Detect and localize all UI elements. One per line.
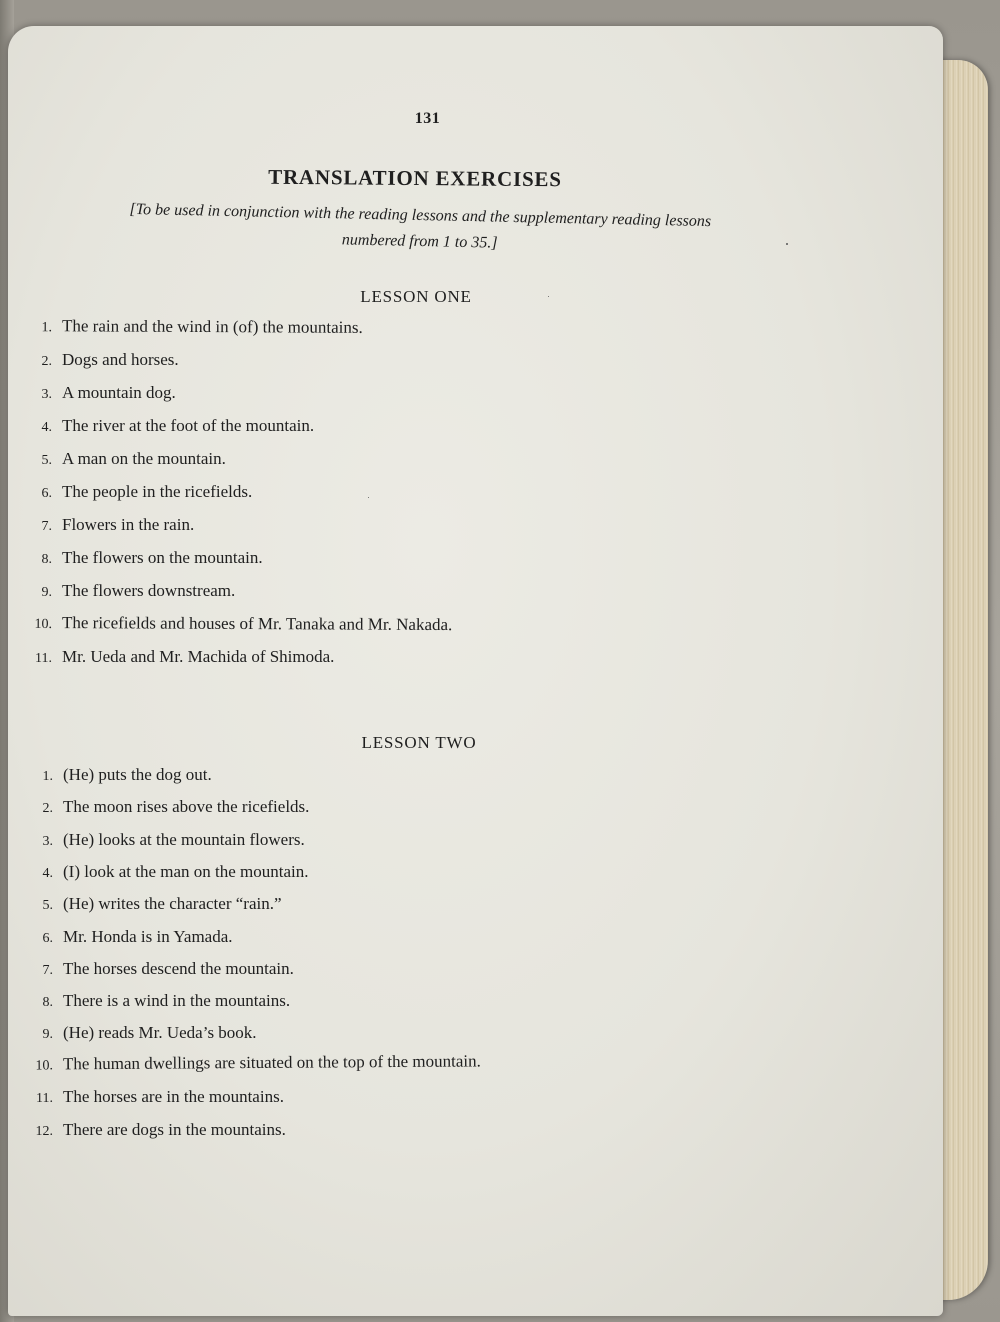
item-number: 5. [42,898,53,913]
lesson-one-item [24,449,226,469]
item-text: Mr. Ueda and Mr. Machida of Shimoda. [62,647,335,666]
item-number: 5. [41,453,52,468]
lesson-two-item [25,797,309,817]
item-text: (He) reads Mr. Ueda’s book. [63,1023,257,1042]
lesson-two-item [25,830,305,850]
item-text: Flowers in the rain. [62,515,195,534]
lesson-one-item [24,383,176,403]
subtitle-line: [To be used in conjunction with the reading lessons and the supplementary reading lessons [129,200,712,231]
lesson-one-item [24,613,452,635]
item-number: 4. [41,420,52,435]
subtitle-line: numbered from 1 to 35.] [341,231,498,252]
item-number: 1. [41,320,53,336]
item-number: 7. [41,519,52,534]
item-number: 8. [42,995,53,1010]
item-text: (He) writes the character “rain.” [63,894,282,913]
item-number: 1. [42,769,53,784]
lesson-two-item [25,1087,284,1107]
item-text: The people in the ricefields. [62,482,253,501]
paper-speck [786,243,788,245]
item-text: A man on the mountain. [62,449,226,468]
item-number: 11. [36,1091,53,1106]
lesson-two-item [25,927,233,947]
item-number: 9. [42,1027,53,1042]
item-text: (He) puts the dog out. [63,765,212,784]
item-number: 10. [34,616,53,633]
item-number: 9. [41,585,52,600]
item-text: Dogs and horses. [62,350,179,369]
paper-speck [548,296,549,297]
item-number: 6. [42,931,53,946]
paper-speck [368,497,369,498]
lesson-one-heading: LESSON ONE [360,287,472,306]
lesson-two-item [25,862,309,882]
item-text: The moon rises above the ricefields. [63,797,310,816]
item-number: 3. [42,834,53,849]
item-text: The flowers on the mountain. [62,548,263,567]
lesson-one-item [24,548,263,568]
lesson-two-item [25,894,282,914]
lesson-two-item [25,959,294,979]
item-number: 10. [35,1058,54,1074]
lesson-one-item [24,316,363,338]
lesson-two-item [25,1023,257,1043]
lesson-one-item [24,515,194,535]
item-text: (He) looks at the mountain flowers. [63,830,305,849]
item-number: 2. [42,801,53,816]
item-number: 8. [41,552,52,567]
item-number: 2. [41,354,52,369]
item-text: The rain and the wind in (of) the mountains. [61,316,363,337]
item-text: The river at the foot of the mountain. [62,416,315,435]
item-number: 4. [42,866,53,881]
lesson-one-item [24,581,235,601]
item-number: 7. [42,963,53,978]
item-text: The horses are in the mountains. [63,1087,284,1106]
lesson-two-heading: LESSON TWO [361,733,477,752]
item-text: The ricefields and houses of Mr. Tanaka and Mr. Nakada. [61,613,453,635]
lesson-two-item [25,1051,481,1074]
lesson-one-item [24,482,252,502]
item-text: The human dwellings are situated on the top of the mountain. [62,1051,481,1074]
item-number: 12. [35,1124,53,1139]
item-number: 3. [41,387,52,402]
item-text: There are dogs in the mountains. [63,1120,286,1139]
item-text: There is a wind in the mountains. [63,991,291,1010]
page-title: TRANSLATION EXERCISES [268,164,562,192]
lesson-two-item [25,765,212,785]
item-number: 6. [41,486,52,501]
item-text: The flowers downstream. [62,581,236,600]
item-text: A mountain dog. [62,383,176,402]
lesson-one-item [24,647,334,667]
item-text: The horses descend the mountain. [63,959,294,978]
lesson-one-item [24,416,314,436]
item-text: (I) look at the man on the mountain. [63,862,309,881]
lesson-one-item [24,350,179,370]
item-text: Mr. Honda is in Yamada. [63,927,233,946]
lesson-two-item [25,991,290,1011]
lesson-two-item [25,1120,286,1140]
page-number: 131 [414,110,441,127]
item-number: 11. [35,651,52,666]
